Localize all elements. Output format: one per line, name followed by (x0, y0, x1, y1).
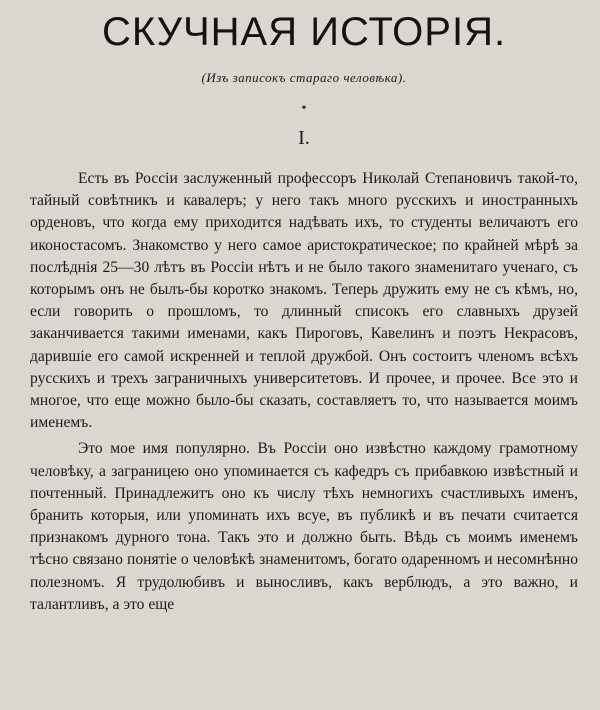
body-text (30, 168, 578, 616)
paragraph-1: Есть въ Россіи заслуженный профессоръ Николай Степановичъ такой-то, тайный совѣтникъ и кавалеръ; у него такъ много русскихъ и иностранныхъ орденовъ, что когда ему приходится надѣвать ихъ, то студенты величаютъ его иконостасомъ. Знакомство у него самое аристократическое; по крайней мѣрѣ за послѣднія 25—30 лѣтъ въ Россіи нѣтъ и не было такого знаменитаго ученаго, съ которымъ онъ не былъ-бы коротко знакомъ. Теперь дружить ему не съ кѣмъ, но, если говорить о прошломъ, то длинный списокъ его славныхъ друзей заканчивается такими именами, какъ Пироговъ, Кавелинъ и поэтъ Некрасовъ, дарившіе его самой искренней и теплой дружбой. Онъ состоитъ членомъ всѣхъ русскихъ и трехъ заграничныхъ университетовъ. И прочее, и прочее. Все это и многое, что еще можно было-бы сказать, составляетъ то, что называется моимъ именемъ. (30, 170, 578, 432)
paragraph-2: Это мое имя популярно. Въ Россіи оно извѣстно каждому грамотному человѣку, а заграницею оно упоминается съ кафедръ съ прибавкою извѣстный и почтенный. Принадлежитъ оно къ числу тѣхъ немногихъ счастливыхъ именъ, бранить которыя, или упоминать ихъ всуе, въ публикѣ и въ печати считается признакомъ дурного тона. Такъ это и должно быть. Вѣдь съ моимъ именемъ тѣсно связано понятіе о человѣкѣ знаменитомъ, богато одаренномъ и несомнѣнно полезномъ. Я трудолюбивъ и выносливъ, какъ верблюдъ, а это важно, и талантливъ, а это еще (30, 440, 578, 613)
chapter-number: I. (298, 127, 310, 149)
subtitle: (Изъ записокъ стараго человѣка). (201, 70, 407, 85)
ornament-dot: • (301, 101, 307, 116)
page-title: СКУЧНАЯ ИСТОРІЯ. (101, 10, 507, 54)
